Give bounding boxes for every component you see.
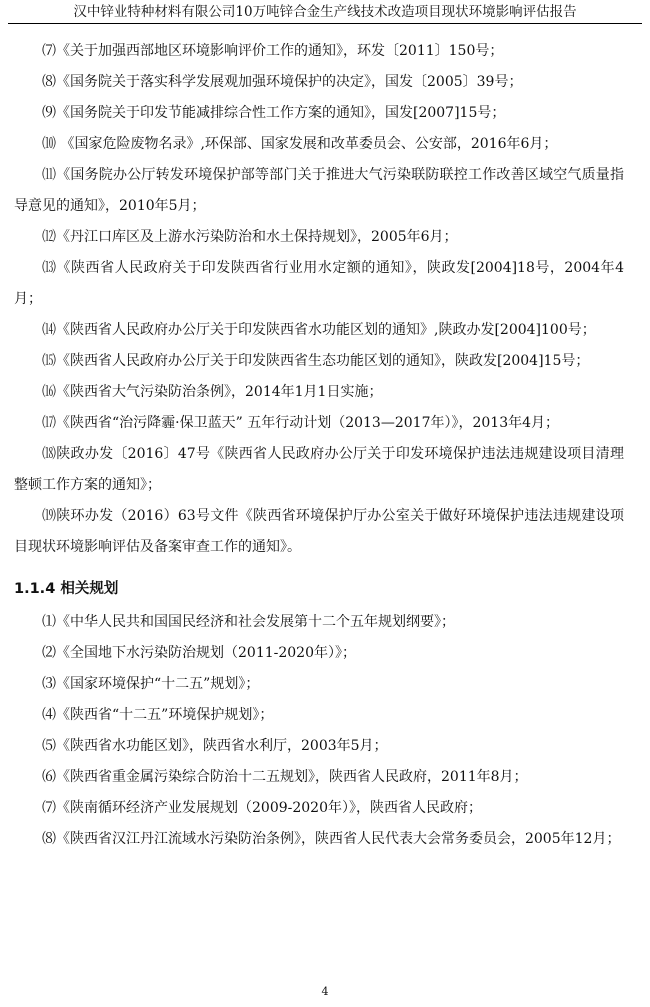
- section-heading: 1.1.4 相关规划: [14, 581, 119, 597]
- plan-item: ⑵《全国地下水污染防治规划（2011-2020年）》；: [42, 645, 356, 661]
- plan-item: ⑸《陕西省水功能区划》，陕西省水利厅，2003年5月；: [42, 738, 388, 754]
- regulation-item: ⒅陕政办发〔2016〕47号《陕西省人民政府办公厅关于印发环境保护违法违规建设项目清理整顿工作方案的通知》；: [14, 446, 624, 493]
- regulation-item: ⑺《关于加强西部地区环境影响评价工作的通知》，环发〔2011〕150号；: [42, 43, 504, 59]
- regulation-item: ⒆陕环办发（2016）63号文件《陕西省环境保护厅办公室关于做好环境保护违法违规建设项目现状环境影响评估及备案审查工作的通知》。: [14, 508, 624, 555]
- plan-item: ⑹《陕西省重金属污染综合防治十二五规划》，陕西省人民政府，2011年8月；: [42, 769, 528, 785]
- plan-item: ⑺《陕南循环经济产业发展规划（2009-2020年）》，陕西省人民政府；: [42, 800, 482, 816]
- regulation-item: ⒂《陕西省人民政府办公厅关于印发陕西省生态功能区划的通知》，陕政发[2004]15号；: [42, 353, 590, 369]
- regulation-item: ⑿《丹江口库区及上游水污染防治和水土保持规划》，2005年6月；: [42, 229, 458, 245]
- plan-item: ⑴《中华人民共和国国民经济和社会发展第十二个五年规划纲要》；: [42, 614, 455, 630]
- regulation-item: ⑼《国务院关于印发节能减排综合性工作方案的通知》，国发[2007]15号；: [42, 105, 506, 121]
- regulation-item: ⒃《陕西省大气污染防治条例》，2014年1月1日实施；: [42, 384, 383, 400]
- plan-item: ⑶《国家环境保护“十二五”规划》；: [42, 676, 260, 692]
- regulation-item: ⑽ 《国家危险废物名录》,环保部、国家发展和改革委员会、公安部，2016年6月；: [42, 136, 558, 152]
- regulation-item: ⑾《国务院办公厅转发环境保护部等部门关于推进大气污染联防联控工作改善区域空气质量指导意见的通知》，2010年5月；: [14, 167, 624, 214]
- document-body: [14, 36, 624, 855]
- regulation-item: ⒀《陕西省人民政府关于印发陕西省行业用水定额的通知》，陕政发[2004]18号，2004年4月；: [14, 260, 624, 307]
- regulation-item: ⒄《陕西省“治污降霾·保卫蓝天” 五年行动计划（2013—2017年）》，2013年4月；: [42, 415, 560, 431]
- regulation-item: ⑻《国务院关于落实科学发展观加强环境保护的决定》，国发〔2005〕39号；: [42, 74, 523, 90]
- plan-item: ⑻《陕西省汉江丹江流域水污染防治条例》，陕西省人民代表大会常务委员会，2005年12月；: [42, 831, 621, 847]
- page-number: 4: [321, 985, 329, 998]
- plan-item: ⑷《陕西省“十二五”环境保护规划》；: [42, 707, 274, 723]
- regulation-item: ⒁《陕西省人民政府办公厅关于印发陕西省水功能区划的通知》,陕政办发[2004]100号；: [42, 322, 596, 338]
- page-header: 汉中锌业特种材料有限公司10万吨锌合金生产线技术改造项目现状环境影响评估报告: [8, 2, 642, 24]
